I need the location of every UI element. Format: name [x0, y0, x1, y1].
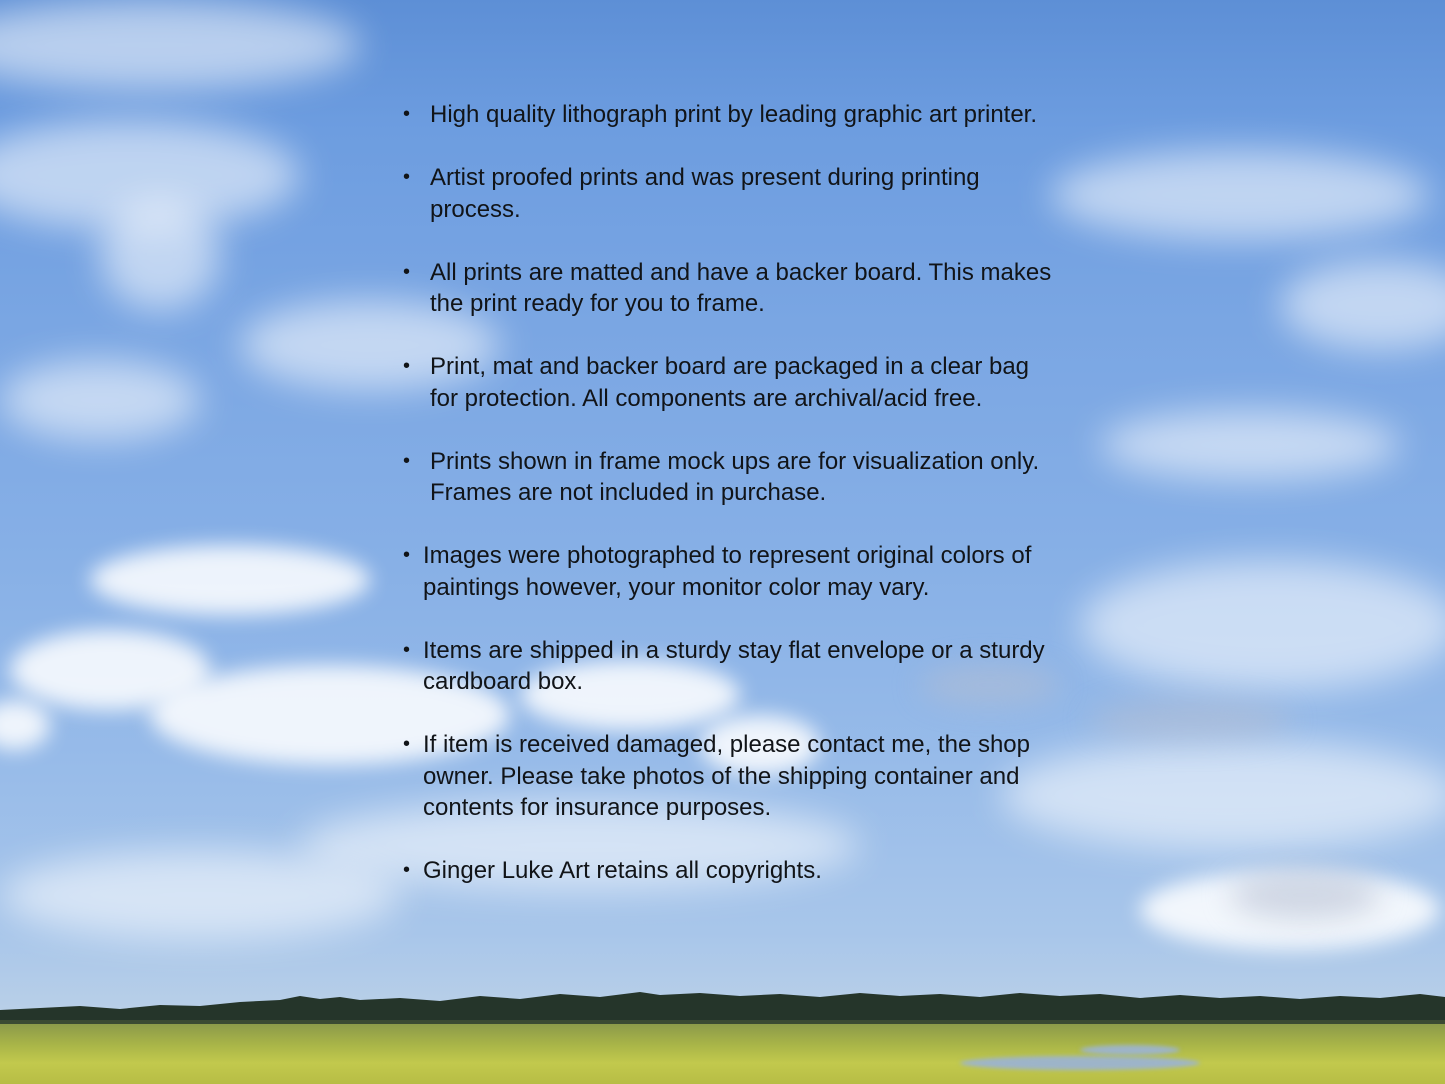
cloud — [1000, 740, 1445, 850]
info-item-damaged-items — [400, 729, 1060, 824]
info-text: High quality lithograph print by leading graphic art printer. — [430, 101, 1038, 128]
bullet: • — [403, 166, 411, 188]
info-text: Items are shipped in a sturdy stay flat envelope or a sturdy cardboard box. — [423, 636, 1045, 695]
cloud — [1100, 410, 1400, 480]
cloud — [0, 850, 400, 940]
info-item-artist-proofed — [400, 162, 1060, 225]
cloud — [1230, 870, 1380, 920]
bullet: • — [403, 103, 411, 125]
bullet: • — [403, 355, 411, 377]
cloud — [90, 545, 370, 615]
cloud — [1090, 700, 1290, 740]
bullet: • — [403, 544, 411, 566]
marsh-grass — [0, 1024, 1445, 1084]
cloud — [100, 200, 220, 310]
cloud — [0, 360, 200, 440]
info-item-copyright — [400, 855, 1060, 887]
info-text: Print, mat and backer board are packaged in a clear bag for protection. All components are archival/acid free. — [430, 353, 1030, 412]
info-item-packaging — [400, 351, 1060, 414]
info-item-frames-not-included — [400, 446, 1060, 509]
bullet: • — [403, 449, 411, 472]
info-text: If item is received damaged, please contact me, the shop owner. Please take photos of the shipping container and contents for insurance purposes. — [423, 731, 1030, 821]
info-item-color-accuracy — [400, 540, 1060, 603]
treeline — [0, 988, 1445, 1028]
info-text: Prints shown in frame mock ups are for visualization only. Frames are not included in purchase. — [430, 447, 1040, 506]
bullet: • — [403, 733, 411, 755]
cloud — [1050, 150, 1430, 240]
bullet: • — [403, 260, 411, 283]
bullet: • — [403, 859, 411, 881]
info-item-print-quality — [400, 99, 1060, 131]
cloud — [1080, 560, 1445, 690]
marsh-water — [1080, 1045, 1180, 1055]
info-item-shipping — [400, 635, 1060, 698]
info-item-matted — [400, 257, 1060, 320]
info-text: Ginger Luke Art retains all copyrights. — [423, 857, 822, 884]
bullet: • — [403, 638, 411, 661]
info-text: All prints are matted and have a backer board. This makes the print ready for you to frame. — [430, 258, 1052, 317]
marsh-water — [960, 1056, 1200, 1070]
info-text: Artist proofed prints and was present during printing process. — [430, 164, 980, 223]
product-info-list — [400, 99, 1060, 887]
info-text: Images were photographed to represent original colors of paintings however, your monitor color may vary. — [423, 542, 1032, 601]
